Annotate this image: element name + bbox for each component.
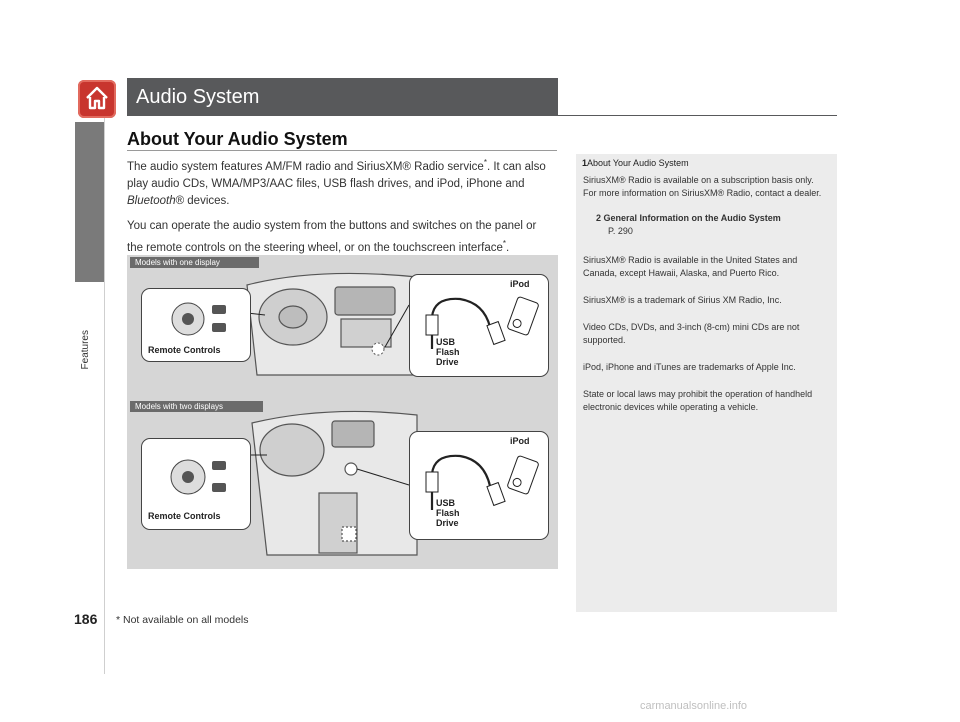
footnote-marker: * [502,239,507,248]
usb-flash-drive-label [436,337,460,367]
remote-controls-callout-2 [141,438,251,530]
text-run: play audio CDs, WMA/MP3/AAC files, USB flash drives, and iPod, iPhone and [127,177,525,190]
text-run: the remote controls on the steering wheel, or on the touchscreen interface [127,241,503,254]
bluetooth-text: Bluetooth [127,194,176,207]
text-run: The audio system features AM/FM radio and SiriusXM® Radio service [127,160,484,173]
text-run: Flash [436,508,460,518]
intro-paragraph [127,154,557,210]
audio-system-figure [127,255,558,569]
remote-controls-callout-1 [141,288,251,362]
text-run: Drive [436,518,459,528]
note-icon: 1 [582,158,588,168]
note-paragraph: SiriusXM® Radio is available in the United States and Canada, except Hawaii, Alaska, and Puerto Rico. [583,255,798,278]
text-run: About Your Audio System [587,158,689,168]
text-run: You can operate the audio system from the buttons and switches on the panel or [127,220,537,232]
cross-reference-link[interactable] [596,212,826,237]
steering-remote-icon [166,295,236,341]
section-heading: About Your Audio System [127,129,348,149]
note-paragraph: Video CDs, DVDs, and 3-inch (8-cm) mini CDs are not supported. [583,322,800,345]
home-button[interactable] [78,80,116,118]
header-rule [127,115,837,116]
figure-tag-one-display: Models with one display [130,257,259,268]
cross-reference-title: General Information on the Audio System [603,213,781,223]
remote-controls-label: Remote Controls [148,345,221,355]
usb-ipod-callout-1 [409,274,549,377]
footnote: * Not available on all models [116,614,249,626]
page-number: 186 [74,611,98,627]
usb-flash-drive-label [436,498,460,528]
footnote-marker: * [483,158,487,167]
note-paragraph: SiriusXM® Radio is available on a subscription basis only. For more information on SiriusXM® Radio, contact a dealer. [583,175,822,198]
section-label: Features [80,330,91,370]
operation-paragraph [127,218,557,257]
steering-remote-icon [166,451,236,501]
text-run: USB [436,498,456,508]
text-run: USB [436,337,456,347]
usb-ipod-callout-2 [409,431,549,540]
cross-reference-page: P. 290 [608,225,633,236]
dashboard-top [247,273,427,375]
heading-rule [127,150,557,151]
text-run: Flash [436,347,460,357]
side-note-title [582,158,689,168]
remote-controls-label: Remote Controls [148,511,221,521]
ipod-label: iPod [510,436,530,446]
text-run: . [506,241,510,254]
arrow-right-icon: 2 [596,213,602,223]
usb-port-marker [372,343,384,355]
section-tab[interactable] [75,122,105,282]
ipod-label: iPod [510,279,530,289]
note-paragraph: State or local laws may prohibit the operation of handheld electronic devices while operating a vehicle. [583,389,813,412]
note-paragraph: iPod, iPhone and iTunes are trademarks of Apple Inc. [583,362,796,372]
dashboard-bottom [252,411,417,555]
watermark: carmanualsonline.info [640,700,748,712]
margin-rule [104,114,105,674]
page-title: Audio System [136,86,260,108]
home-icon [84,85,110,111]
text-run: Drive [436,357,459,367]
text-run: ® devices. [175,194,230,207]
text-run: . It can also [486,160,546,173]
figure-tag-two-displays: Models with two displays [130,401,263,412]
note-paragraph: SiriusXM® is a trademark of Sirius XM Radio, Inc. [583,295,782,305]
